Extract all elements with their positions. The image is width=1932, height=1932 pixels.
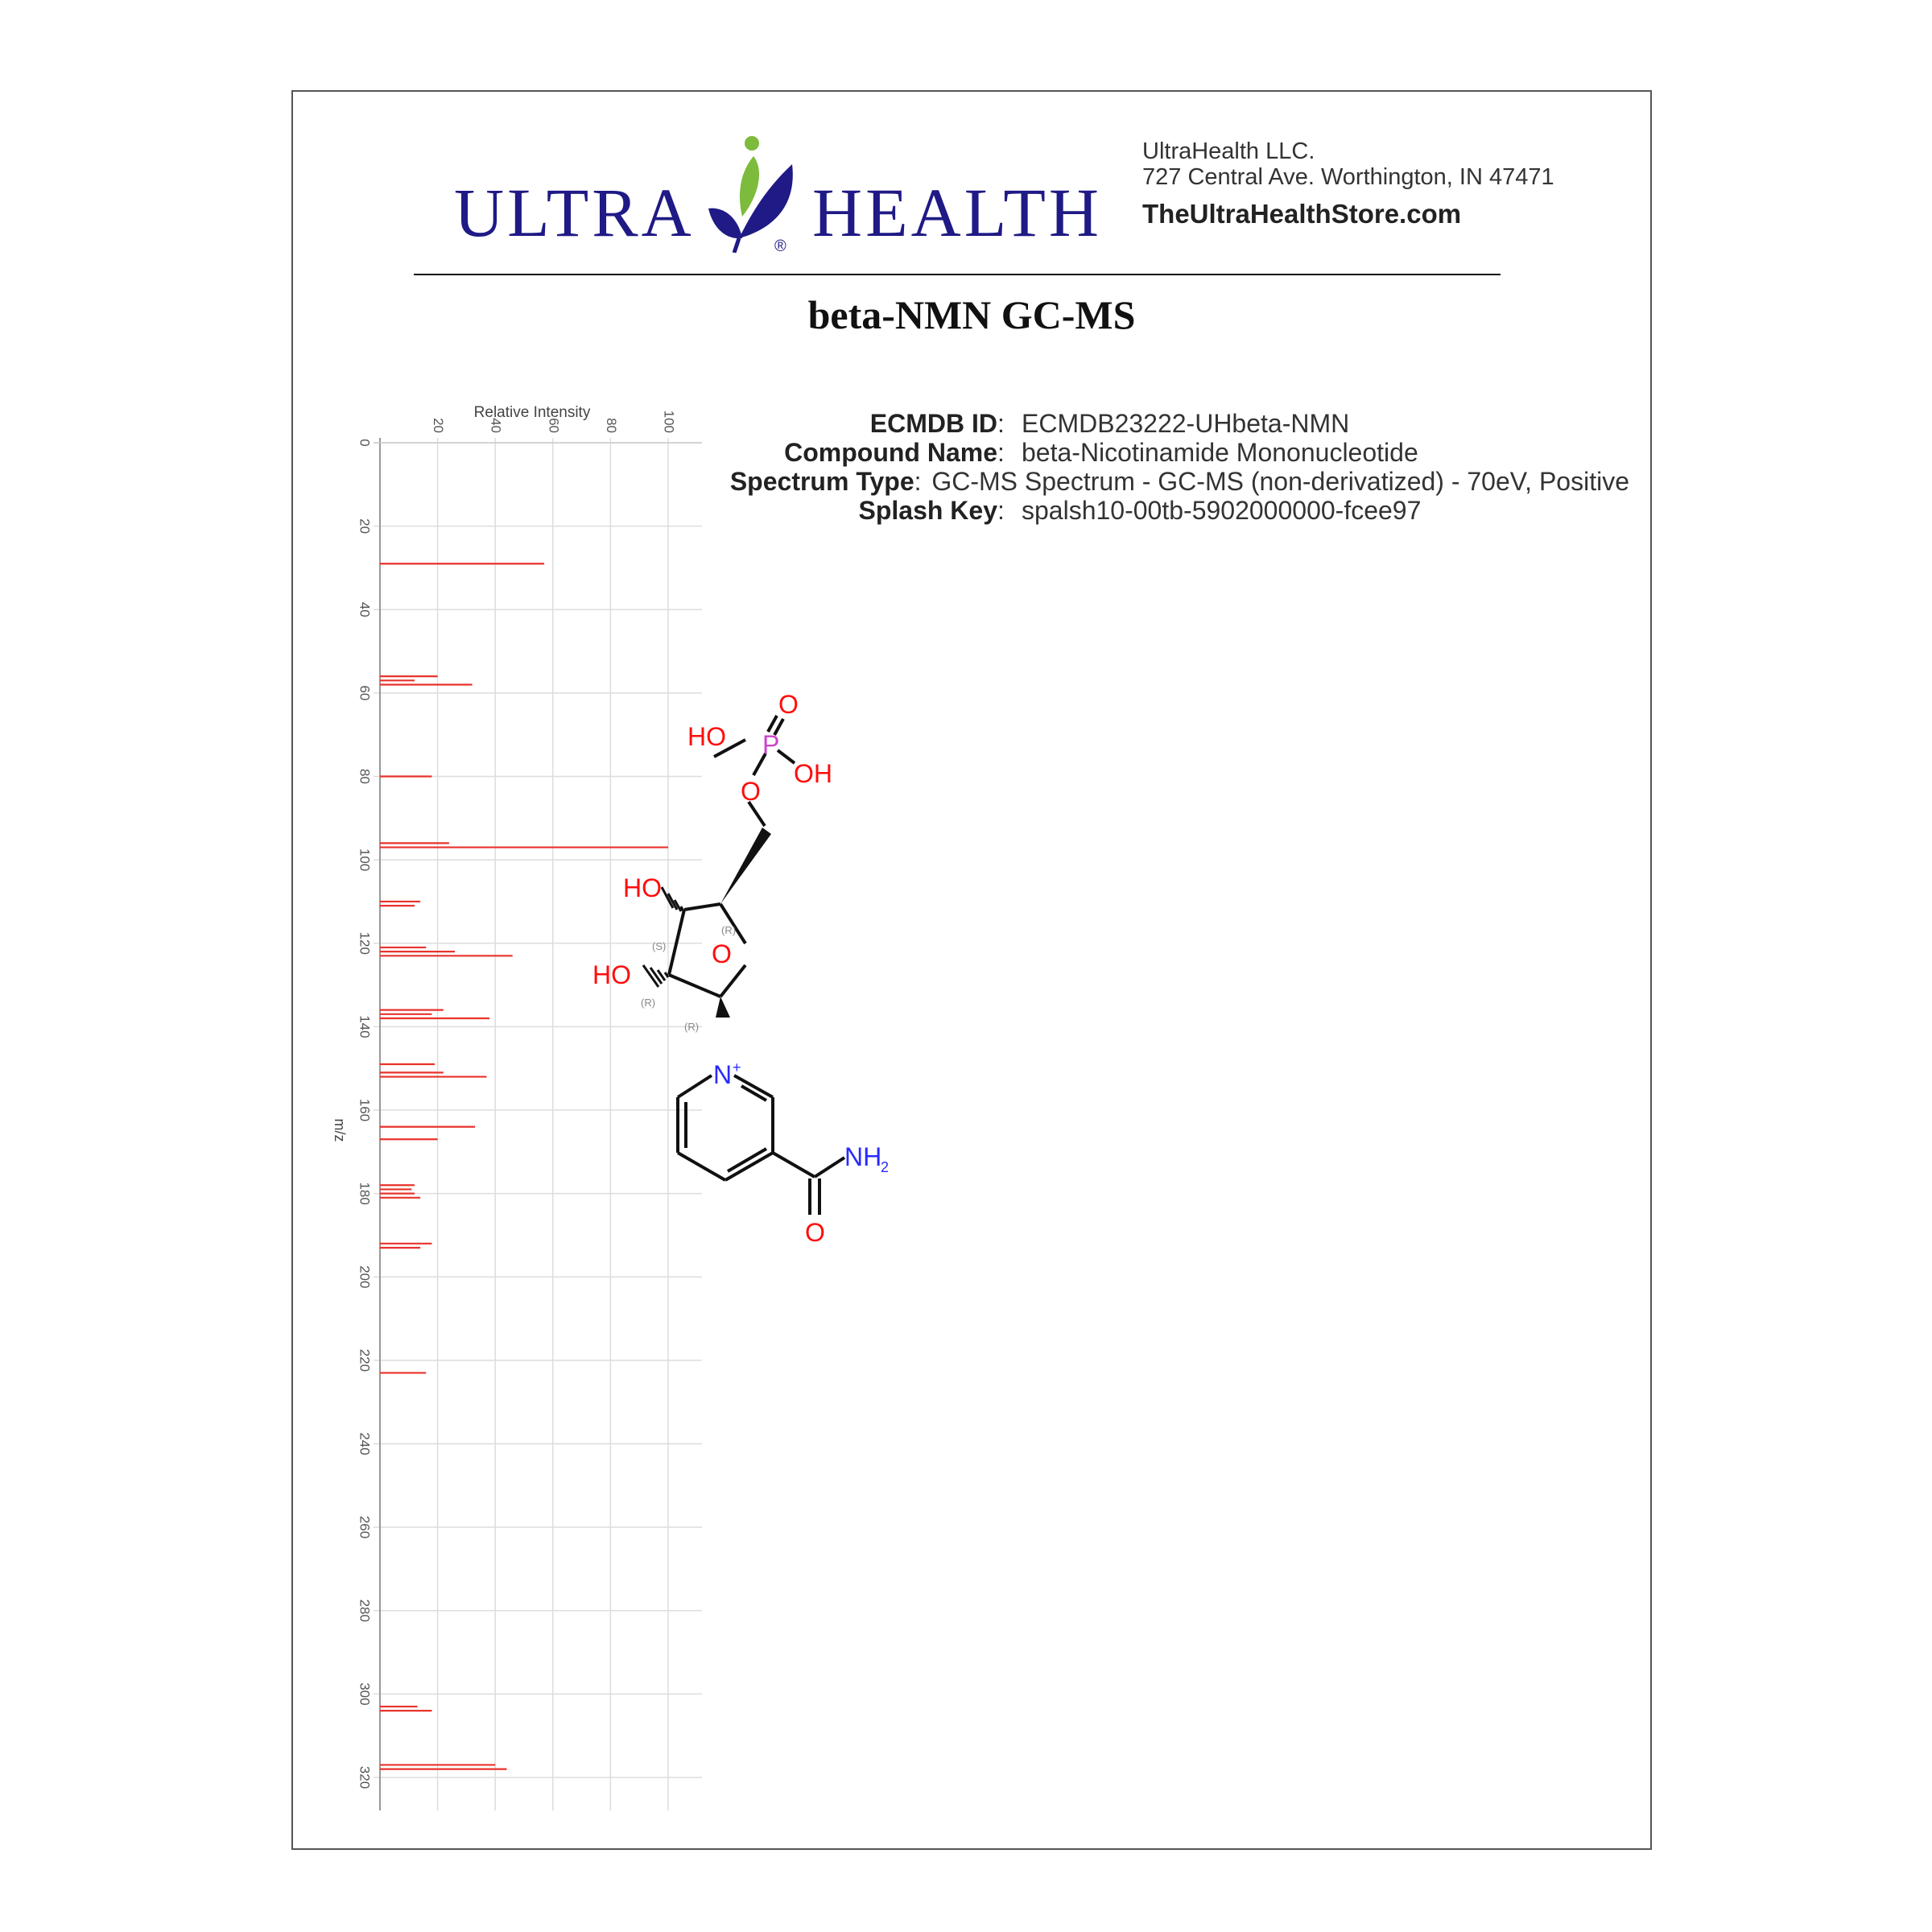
stereo-label: (S) — [652, 940, 667, 952]
info-value: GC-MS Spectrum - GC-MS (non-derivatized) - 70eV, Positive — [931, 467, 1629, 496]
company-name: UltraHealth LLC. — [1142, 138, 1315, 164]
bond-c3-c4 — [684, 904, 720, 910]
info-row-compound-name: Compound Name : beta-Nicotinamide Mononucleotide — [696, 438, 1629, 467]
atom-label-n-plus: N — [713, 1060, 733, 1089]
x-tick-label: 20 — [431, 418, 447, 433]
bond-c3p-camide — [773, 1153, 815, 1177]
bond-c1-c2 — [669, 975, 720, 997]
logo-wordmark-left: ULTRA — [454, 174, 695, 251]
atom-label-oh-phosphate: OH — [794, 759, 832, 788]
y-tick-label: 80 — [357, 769, 373, 784]
info-label: ECMDB ID — [869, 409, 997, 438]
y-tick-label: 200 — [357, 1265, 373, 1289]
info-value: beta-Nicotinamide Mononucleotide — [1022, 438, 1418, 467]
bond-c3p-c4p — [725, 1153, 773, 1180]
atom-label-nh2-subscript: 2 — [881, 1159, 890, 1175]
y-tick-label: 40 — [357, 601, 373, 617]
x-tick-label: 40 — [488, 418, 504, 433]
company-address: 727 Central Ave. Worthington, IN 47471 — [1142, 164, 1554, 190]
y-tick-label: 100 — [357, 848, 373, 872]
stereo-label: (R) — [641, 997, 656, 1009]
x-tick-label: 60 — [546, 418, 562, 433]
info-label: Splash Key — [858, 496, 997, 525]
company-website[interactable]: TheUltraHealthStore.com — [1142, 199, 1462, 229]
y-tick-label: 280 — [357, 1599, 373, 1622]
info-label: Spectrum Type — [729, 467, 914, 496]
atom-label-o-amide: O — [805, 1218, 825, 1247]
molecule-structure — [293, 92, 1653, 1852]
registered-mark: ® — [774, 237, 786, 253]
atom-label-n-charge: + — [733, 1059, 741, 1075]
y-axis-label: m/z — [332, 1118, 348, 1142]
y-tick-label: 20 — [357, 518, 373, 535]
y-tick-label: 160 — [357, 1098, 373, 1122]
atom-label-o-double: O — [778, 690, 799, 719]
y-tick-label: 120 — [357, 931, 373, 955]
logo-wordmark-right: HEALTH — [812, 174, 1103, 251]
atom-label-ho-c3: HO — [623, 873, 662, 902]
bond-p-o1 — [768, 716, 777, 732]
atom-label-o-ester: O — [741, 777, 761, 806]
x-tick-label: 80 — [603, 418, 619, 433]
info-value: spalsh10-00tb-5902000000-fcee97 — [1022, 496, 1422, 525]
info-row-ecmdb-id: ECMDB ID : ECMDB23222-UHbeta-NMN — [696, 409, 1629, 438]
x-axis-label: Relative Intensity — [473, 404, 591, 421]
bond-c4p-c5p — [678, 1153, 725, 1180]
atom-label-ho-c2: HO — [592, 960, 631, 989]
document-sheet — [291, 90, 1652, 1850]
info-row-spectrum-type: Spectrum Type : GC-MS Spectrum - GC-MS (non-derivatized) - 70eV, Positive — [696, 467, 1629, 496]
atom-label-ho-phosphate: HO — [687, 722, 726, 751]
wedge-c1-n — [716, 997, 730, 1018]
y-tick-label: 140 — [357, 1015, 373, 1038]
y-tick-label: 0 — [357, 439, 373, 447]
y-tick-label: 180 — [357, 1182, 373, 1205]
molecule-wedges — [716, 828, 771, 1018]
info-value: ECMDB23222-UHbeta-NMN — [1022, 409, 1350, 438]
bond-oring-c1 — [720, 965, 745, 997]
stereo-label: (R) — [684, 1021, 700, 1033]
atom-label-nh2: NH — [844, 1142, 882, 1171]
bond-camide-n — [815, 1158, 844, 1177]
y-tick-label: 260 — [357, 1515, 373, 1539]
atom-label-o-ring: O — [712, 939, 732, 968]
y-tick-label: 240 — [357, 1432, 373, 1455]
wedge-c4-c5 — [720, 828, 771, 904]
document-title: beta-NMN GC-MS — [807, 292, 1136, 337]
y-tick-label: 220 — [357, 1348, 373, 1373]
y-tick-label: 60 — [357, 685, 373, 701]
bond-c2-c3 — [669, 910, 684, 975]
bond-p-oh — [778, 750, 795, 763]
atom-label-phosphorus: P — [762, 730, 780, 759]
y-tick-label: 320 — [357, 1765, 373, 1790]
bond-c6p-n — [678, 1075, 712, 1097]
y-tick-label: 300 — [357, 1682, 373, 1706]
stereo-label: (R) — [721, 924, 737, 936]
x-tick-label: 100 — [661, 410, 677, 433]
info-label: Compound Name — [784, 438, 997, 467]
info-row-splash-key: Splash Key : spalsh10-00tb-5902000000-fcee97 — [696, 496, 1629, 525]
